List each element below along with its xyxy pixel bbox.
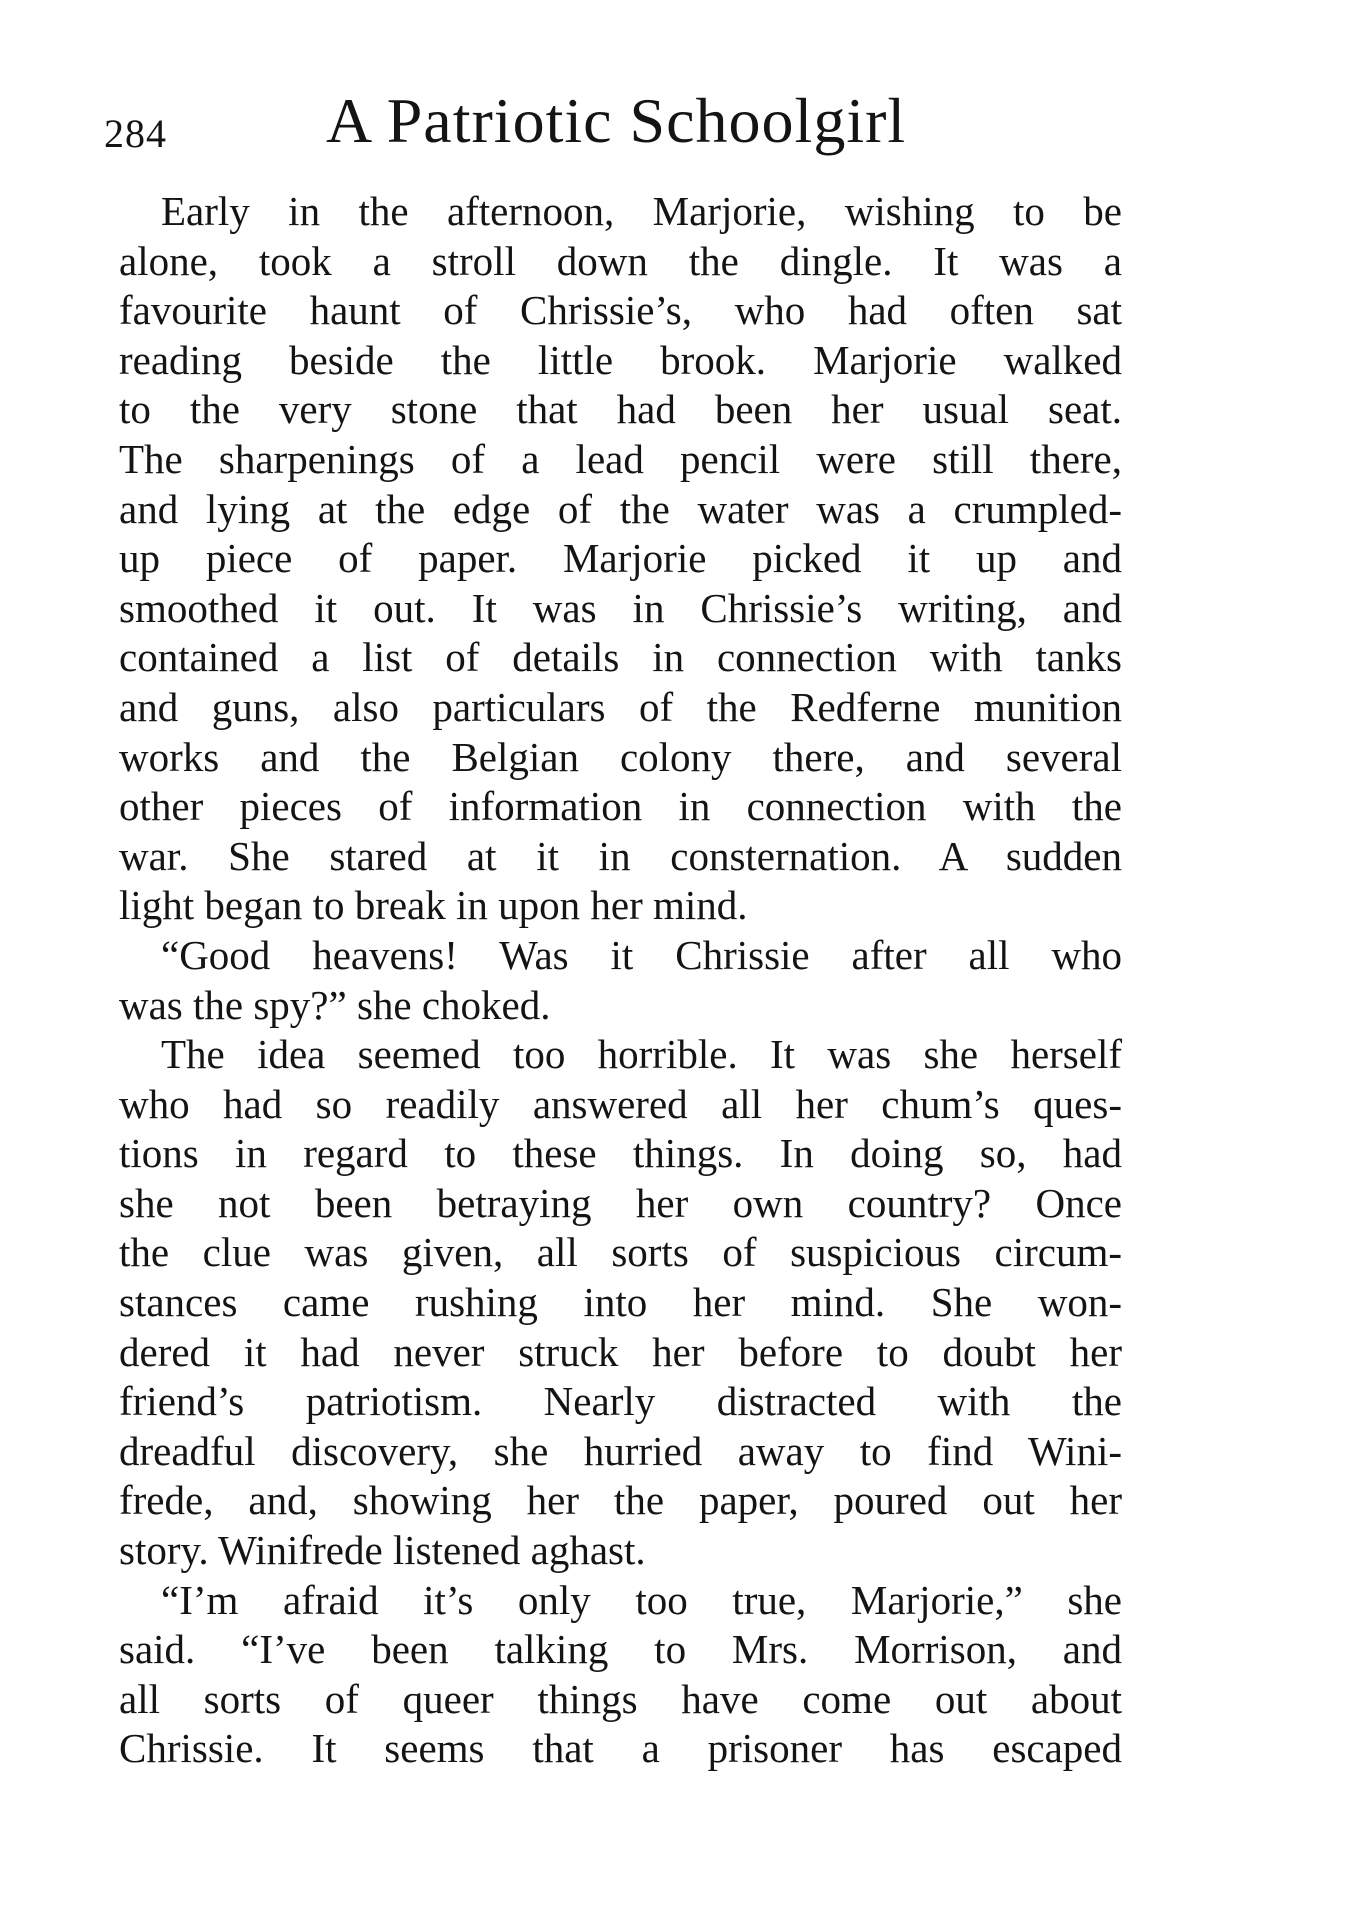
text-line: tions in regard to these things. In doing so, had [119, 1130, 1122, 1177]
text-line: up piece of paper. Marjorie picked it up and [119, 535, 1122, 582]
text-line: all sorts of queer things have come out about [119, 1675, 1122, 1722]
text-line: favourite haunt of Chrissie’s, who had often sat [119, 287, 1122, 334]
text-line: The idea seemed too horrible. It was she herself [161, 1031, 1122, 1078]
text-line: works and the Belgian colony there, and several [119, 733, 1122, 780]
text-line: and guns, also particulars of the Redferne munition [119, 683, 1122, 730]
running-head [104, 84, 1134, 164]
text-line: said. “I’ve been talking to Mrs. Morrison, and [119, 1626, 1122, 1673]
text-line: “I’m afraid it’s only too true, Marjorie,” she [161, 1576, 1122, 1623]
text-line: the clue was given, all sorts of suspicious circum- [119, 1229, 1122, 1276]
page-number: 284 [104, 111, 167, 156]
body-text [119, 187, 1122, 1774]
text-line: dreadful discovery, she hurried away to find Wini- [119, 1427, 1122, 1474]
text-line: story. Winifrede listened aghast. [119, 1527, 646, 1574]
text-line: Chrissie. It seems that a prisoner has escaped [119, 1725, 1122, 1772]
text-line: she not been betraying her own country? Once [119, 1179, 1122, 1226]
text-line: alone, took a stroll down the dingle. It was a [119, 237, 1122, 284]
text-line: friend’s patriotism. Nearly distracted with the [119, 1378, 1122, 1425]
text-line: who had so readily answered all her chum’s ques- [119, 1080, 1122, 1127]
text-line: The sharpenings of a lead pencil were still there, [119, 435, 1122, 482]
text-line: contained a list of details in connection with tanks [119, 634, 1122, 681]
text-line: to the very stone that had been her usual seat. [119, 386, 1122, 433]
text-line: and lying at the edge of the water was a crumpled- [119, 485, 1122, 532]
text-line: reading beside the little brook. Marjorie walked [119, 336, 1122, 383]
text-line: war. She stared at it in consternation. A sudden [119, 832, 1122, 879]
text-line: smoothed it out. It was in Chrissie’s writing, and [119, 584, 1122, 631]
text-line: light began to break in upon her mind. [119, 882, 748, 929]
running-title: A Patriotic Schoolgirl [326, 85, 907, 156]
text-line: Early in the afternoon, Marjorie, wishing to be [161, 188, 1122, 234]
text-line: “Good heavens! Was it Chrissie after all who [161, 931, 1122, 978]
text-line: other pieces of information in connection with the [119, 783, 1122, 830]
text-line: frede, and, showing her the paper, poured out her [119, 1477, 1122, 1524]
text-line: stances came rushing into her mind. She won- [119, 1279, 1122, 1326]
text-line: dered it had never struck her before to doubt her [119, 1328, 1122, 1375]
text-line: was the spy?” she choked. [119, 981, 551, 1028]
